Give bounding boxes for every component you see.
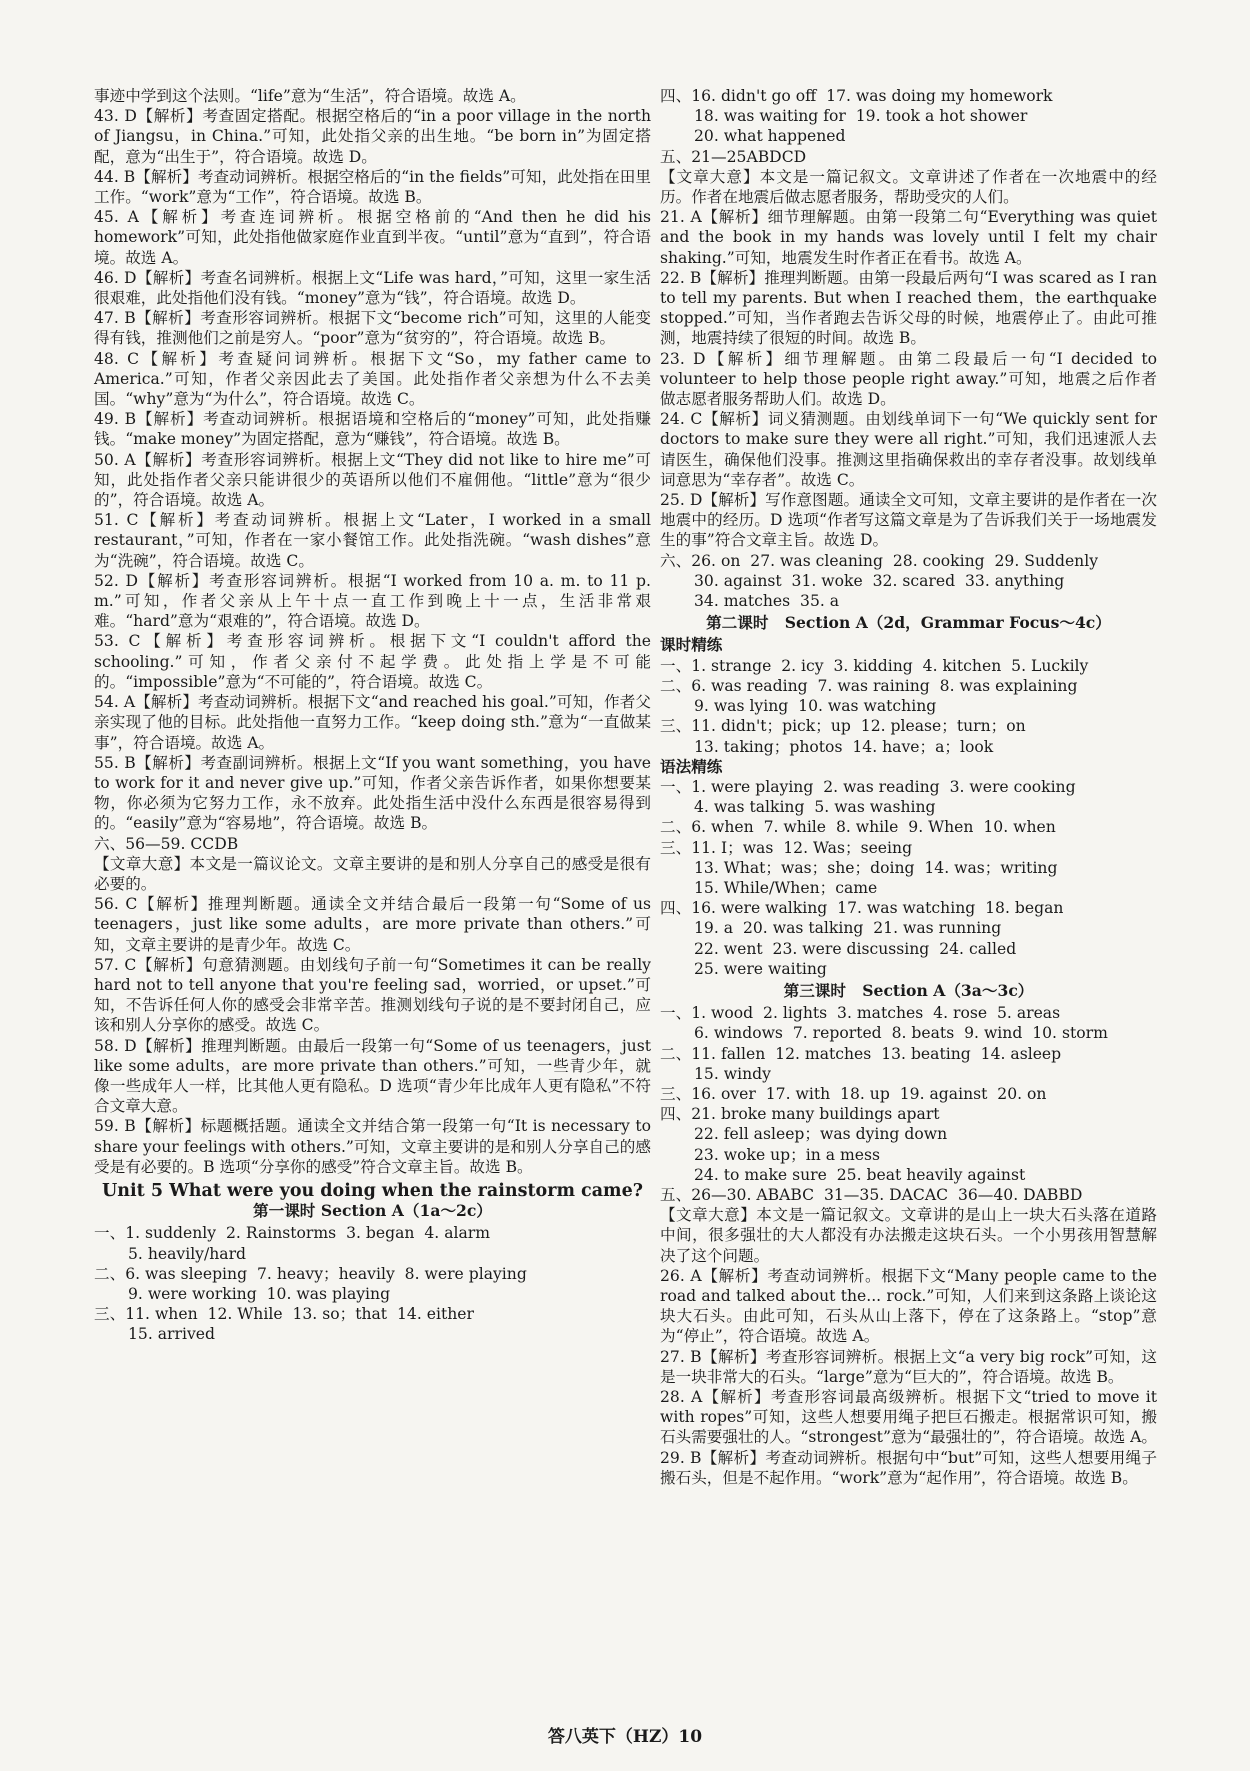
- answer-paragraph: 六、26. on 27. was cleaning 28. cooking 29. Suddenly: [660, 551, 1099, 570]
- left-column: [94, 86, 656, 1345]
- answer-paragraph: 54. A【解析】考查动词辨析。根据下文“and reached his goal.”可知，作者父亲实现了他的目标。此处指他一直努力工作。“keep doing sth.”意为“一直做某事”，符合语境。故选 A。: [94, 693, 651, 752]
- answer-paragraph: 48. C【解析】考查疑问词辨析。根据下文“So，my father came to America.”可知，作者父亲因此去了美国。此处指作者父亲想为什么不去美国。“why”意为“为什么”，符合语境。故选 C。: [94, 349, 656, 409]
- answer-paragraph: 事迹中学到这个法则。“life”意为“生活”，符合语境。故选 A。: [94, 87, 526, 105]
- answer-paragraph: 55. B【解析】考查副词辨析。根据上文“If you want something，you have to work for it and never give up.”可知，作者父亲告诉作者，如果你想要某物，你必须为它努力工作，永不放弃。此处指生活中没什么东西是很容易得到的。“easily”意为“容易地”，符合语境。故选 B。: [94, 753, 656, 833]
- answer-paragraph: 【文章大意】本文是一篇议论文。文章主要讲的是和别人分享自己的感受是很有必要的。: [94, 854, 651, 893]
- answer-paragraph: 24. C【解析】词义猜测题。由划线单词下一句“We quickly sent for doctors to make sure they were all right.”可知，我们迅速派人去请医生，确保他们没事。推测这里指确保救出的幸存者没事。故划线单词意思为“幸存者”。故选 C。: [660, 410, 1162, 489]
- answer-paragraph: 43. D【解析】考查固定搭配。根据空格后的“in a poor village in the north of Jiangsu，in China.”可知，此处指父亲的出生地。“be born in”为固定搭配，意为“出生于”，符合语境。故选 D。: [94, 107, 656, 166]
- answer-paragraph: 58. D【解析】推理判断题。由最后一段第一句“Some of us teenagers，just like some adults，are more private than others.”可知，一些青少年，就像一些成年人一样，比其他人更有隐私。D 选项“青少年比成年人更有隐私”不符合文章大意。: [94, 1036, 656, 1116]
- answer-paragraph: 一、1. strange 2. icy 3. kidding 4. kitchen 5. Luckily: [660, 656, 1089, 675]
- answer-paragraph: 50. A【解析】考查形容词辨析。根据上文“They did not like to hire me”可知，此处指作者父亲只能讲很少的英语所以他们不雇佣他。“little”意为“很少的”，符合语境。故选 A。: [94, 450, 651, 510]
- answer-paragraph: 13. taking；photos 14. have；a；look: [694, 737, 994, 756]
- answer-paragraph: 23. D【解析】细节理解题。由第二段最后一句“I decided to volunteer to help those people right away.”可知，地震之后作者做志愿者服务帮助人们。故选 D。: [660, 349, 1162, 409]
- answer-paragraph: 四、16. were walking 17. was watching 18. began: [660, 899, 1064, 918]
- answer-paragraph: 二、6. was reading 7. was raining 8. was explaining: [660, 676, 1078, 695]
- answer-paragraph: 二、6. when 7. while 8. while 9. When 10. when: [660, 818, 1056, 837]
- answer-paragraph: 三、11. I；was 12. Was；seeing: [660, 838, 913, 857]
- answer-paragraph: 【文章大意】本文是一篇记叙文。文章讲的是山上一块大石头落在道路中间，很多强壮的大人都没有办法搬走这块石头。一个小男孩用智慧解决了这个问题。: [660, 1206, 1157, 1265]
- answer-paragraph: 二、11. fallen 12. matches 13. beating 14. asleep: [660, 1044, 1062, 1063]
- answer-paragraph: 56. C【解析】推理判断题。通读全文并结合最后一段第一句“Some of us teenagers，just like some adults，are more private than others.”可知，文章主要讲的是青少年。故选 C。: [94, 895, 656, 954]
- answer-paragraph: 30. against 31. woke 32. scared 33. anything: [694, 571, 1065, 590]
- answer-paragraph: 22. fell asleep；was dying down: [694, 1125, 948, 1144]
- answer-paragraph: 三、16. over 17. with 18. up 19. against 20. on: [660, 1084, 1047, 1103]
- answer-paragraph: 49. B【解析】考查动词辨析。根据语境和空格后的“money”可知，此处指赚钱。“make money”为固定搭配，意为“赚钱”，符合语境。故选 B。: [94, 410, 651, 449]
- answer-paragraph: 5. heavily/hard: [128, 1244, 247, 1263]
- answer-paragraph: 25. D【解析】写作意图题。通读全文可知，文章主要讲的是作者在一次地震中的经历。D 选项“作者写这篇文章是为了告诉我们关于一场地震发生的事”符合文章主旨。故选 D。: [660, 491, 1157, 550]
- answer-paragraph: 24. to make sure 25. beat heavily against: [694, 1165, 1026, 1184]
- answer-paragraph: 21. A【解析】细节理解题。由第一段第二句“Everything was quiet and the book in my hands was lovely until I felt my chair shaking.”可知，地震发生时作者正在看书。故选 A。: [660, 208, 1162, 267]
- answer-paragraph: 20. what happened: [694, 127, 846, 146]
- answer-paragraph: 三、11. when 12. While 13. so；that 14. either: [94, 1305, 474, 1324]
- lesson-title: 第一课时 Section A（1a～2c）: [253, 1201, 492, 1221]
- answer-paragraph: 28. A【解析】考查形容词最高级辨析。根据下文“tried to move it with ropes”可知，这些人想要用绳子把巨石搬走。根据常识可知，搬石头需要强壮的人。“strongest”意为“最强壮的”，符合语境。故选 A。: [660, 1388, 1162, 1447]
- section-title: 第二课时 Section A（2d，Grammar Focus～4c）: [706, 613, 1111, 633]
- answer-paragraph: 4. was talking 5. was washing: [694, 798, 936, 817]
- unit-title: Unit 5 What were you doing when the rainstorm came?: [102, 1180, 643, 1201]
- answer-paragraph: 46. D【解析】考查名词辨析。根据上文“Life was hard，”可知，这里一家生活很艰难，此处指他们没有钱。“money”意为“钱”，符合语境。故选 D。: [94, 268, 651, 308]
- answer-paragraph: 9. was lying 10. was watching: [694, 697, 937, 716]
- answer-paragraph: 47. B【解析】考查形容词辨析。根据下文“become rich”可知，这里的人能变得有钱，推测他们之前是穷人。“poor”意为“贫穷的”，符合语境。故选 B。: [94, 309, 651, 348]
- answer-paragraph: 6. windows 7. reported 8. beats 9. wind 10. storm: [694, 1024, 1108, 1043]
- answer-paragraph: 一、1. were playing 2. was reading 3. were cooking: [660, 777, 1076, 796]
- answer-paragraph: 27. B【解析】考查形容词辨析。根据上文“a very big rock”可知，这是一块非常大的石头。“large”意为“巨大的”，符合语境。故选 B。: [660, 1347, 1157, 1386]
- section-title: 第三课时 Section A（3a～3c）: [783, 980, 1034, 1000]
- answer-paragraph: 51. C【解析】考查动词辨析。根据上文“Later，I worked in a small restaurant，”可知，作者在一家小餐馆工作。此处指洗碗。“wash dishes”意为“洗碗”，符合语境。故选 C。: [94, 511, 656, 570]
- answer-paragraph: 19. a 20. was talking 21. was running: [694, 919, 1002, 938]
- page-footer: 答八英下（HZ）10: [547, 1727, 703, 1747]
- answer-paragraph: 23. woke up；in a mess: [694, 1145, 881, 1164]
- answer-paragraph: 四、16. didn't go off 17. was doing my homework: [660, 87, 1053, 105]
- answer-paragraph: 59. B【解析】标题概括题。通读全文并结合第一段第一句“It is necessary to share your feelings with others.”可知，文章主要讲的是和别人分享自己的感受是有必要的。B 选项“分享你的感受”符合文章主旨。故选 B。: [94, 1117, 656, 1176]
- answer-paragraph: 44. B【解析】考查动词辨析。根据空格后的“in the fields”可知，此处指在田里工作。“work”意为“工作”，符合语境。故选 B。: [94, 167, 651, 207]
- answer-paragraph: 45. A【解析】考查连词辨析。根据空格前的“And then he did his homework”可知，此处指他做家庭作业直到半夜。“until”意为“直到”，符合语境。故选 A。: [94, 208, 656, 267]
- answer-paragraph: 26. A【解析】考查动词辨析。根据下文“Many people came to the road and talked about the... rock.”可知，人们来到这条路上谈论这块大石头。由此可知，石头从山上落下，停在了这条路上。“stop”意为“停止”，符合语境。故选 A。: [660, 1266, 1162, 1346]
- answer-paragraph: 五、26—30. ABABC 31—35. DACAC 36—40. DABBD: [660, 1185, 1083, 1204]
- answer-paragraph: 25. were waiting: [694, 959, 827, 978]
- answer-paragraph: 15. While/When；came: [694, 878, 878, 897]
- answer-paragraph: 22. went 23. were discussing 24. called: [694, 939, 1017, 958]
- answer-paragraph: 三、11. didn't；pick；up 12. please；turn；on: [660, 717, 1026, 736]
- answer-paragraph: 34. matches 35. a: [694, 592, 840, 611]
- answer-paragraph: 【文章大意】本文是一篇记叙文。文章讲述了作者在一次地震中的经历。作者在地震后做志愿者服务，帮助受灾的人们。: [660, 167, 1157, 207]
- answer-paragraph: 29. B【解析】考查动词辨析。根据句中“but”可知，这些人想要用绳子搬石头，但是不起作用。“work”意为“起作用”，符合语境。故选 B。: [660, 1448, 1157, 1487]
- subsection-heading: 语法精练: [660, 756, 723, 776]
- answer-paragraph: 15. windy: [694, 1064, 771, 1083]
- answer-paragraph: 一、1. suddenly 2. Rainstorms 3. began 4. alarm: [94, 1224, 491, 1243]
- subsection-heading: 课时精练: [660, 635, 723, 655]
- answer-paragraph: 五、21—25ABDCD: [660, 147, 807, 166]
- answer-paragraph: 57. C【解析】句意猜测题。由划线句子前一句“Sometimes it can be really hard not to tell anyone that you're feeling sad，worried，or upset.”可知，不告诉任何人你的感受会非常辛苦。推测划线句子说的是不要封闭自己，应该和别人分享你的感受。故选 C。: [94, 955, 656, 1035]
- answer-paragraph: 22. B【解析】推理判断题。由第一段最后两句“I was scared as I ran to tell my parents. But when I reached them，the earthquake stopped.”可知，当作者跑去告诉父母的时候，地震停止了。由此可推测，地震持续了很短的时间。故选 B。: [660, 268, 1162, 348]
- answer-paragraph: 53. C【解析】考查形容词辨析。根据下文“I couldn't afford the schooling.”可知，作者父亲付不起学费。此处指上学是不可能的。“impossible”意为“不可能的”，符合语境。故选 C。: [94, 632, 656, 691]
- answer-paragraph: 四、21. broke many buildings apart: [660, 1105, 940, 1124]
- answer-paragraph: 二、6. was sleeping 7. heavy；heavily 8. were playing: [94, 1264, 527, 1283]
- answer-paragraph: 六、56—59. CCDB: [94, 834, 239, 853]
- answer-paragraph: 9. were working 10. was playing: [128, 1284, 391, 1303]
- answer-paragraph: 18. was waiting for 19. took a hot shower: [694, 107, 1028, 126]
- right-column: [660, 86, 1162, 1488]
- answer-paragraph: 13. What；was；she；doing 14. was；writing: [694, 858, 1058, 877]
- answer-paragraph: 一、1. wood 2. lights 3. matches 4. rose 5. areas: [660, 1004, 1061, 1023]
- answer-paragraph: 15. arrived: [128, 1325, 215, 1344]
- answer-paragraph: 52. D【解析】考查形容词辨析。根据“I worked from 10 a. m. to 11 p. m.”可知，作者父亲从上午十点一直工作到晚上十一点，生活非常艰难。“hard”意为“艰难的”，符合语境。故选 D。: [94, 571, 656, 631]
